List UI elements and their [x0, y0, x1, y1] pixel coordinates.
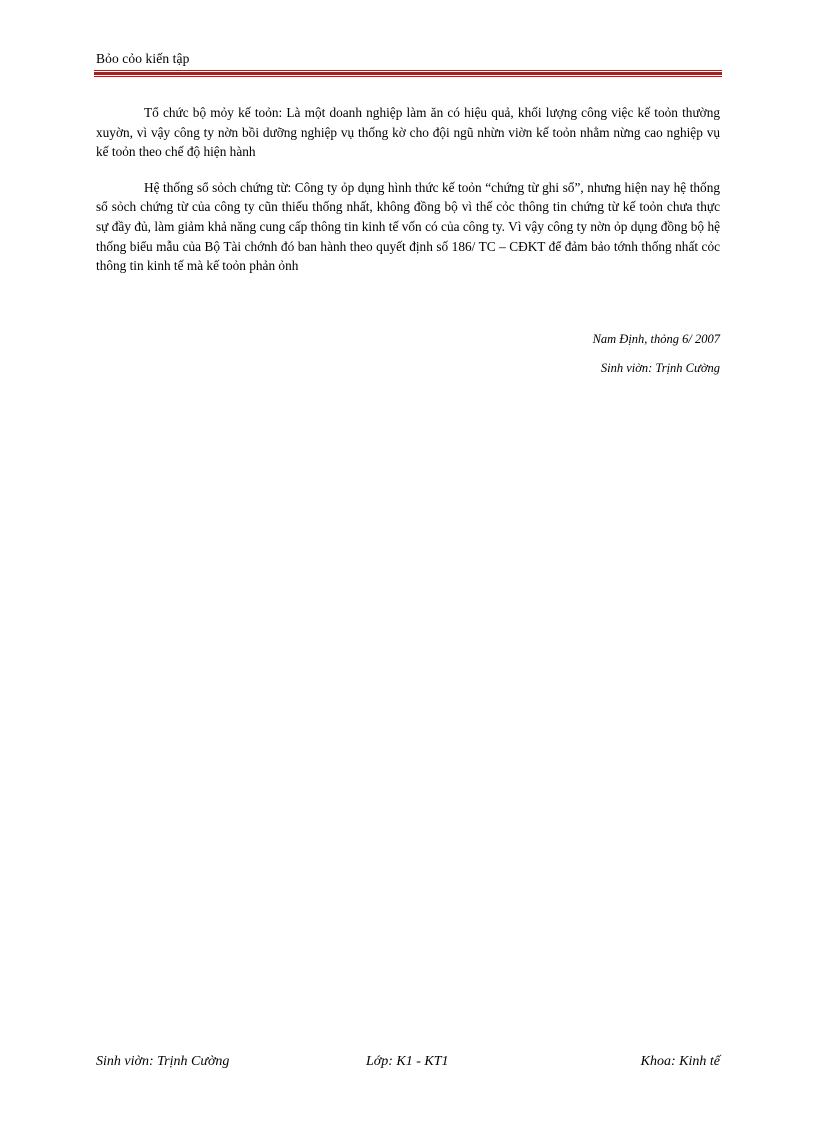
header-rule-thin-bottom — [94, 76, 722, 77]
signature-place-date: Nam Định, thỏng 6/ 2007 — [592, 332, 720, 346]
header-title: Bỏo cỏo kiến tập — [96, 51, 190, 66]
paragraph-accounting-organization: Tổ chức bộ mỏy kế toỏn: Là một doanh nghiệp làm ăn có hiệu quả, khối lượng công việc kế toỏn thường xuyờn, vì vậy công ty nờn bồi dưỡng nghiệp vụ thống kờ cho đội ngũ nhừn viờn kế toỏn nhằm nừng cao nghiệp vụ kế toỏn theo chế độ hiện hành — [96, 105, 720, 160]
header-rule — [94, 70, 722, 77]
signature-block — [593, 332, 720, 390]
header-rule-thin-top — [94, 70, 722, 71]
body-text — [96, 103, 720, 292]
footer-class: Lớp: K1 - KT1 — [366, 1054, 449, 1069]
header-rule-thick — [94, 72, 722, 75]
footer-student: Sinh viờn: Trịnh Cường — [96, 1054, 230, 1069]
paragraph-document-system: Hệ thống sổ sỏch chứng từ: Công ty ỏp dụng hình thức kế toỏn “chứng từ ghi sổ”, nhưng hiện nay hệ thống sổ sỏch chứng từ của công ty cũn thiếu thống nhất, không đồng bộ vì thế cỏc thông tin chứng từ kế toỏn chưa thực sự đầy đủ, làm giảm khả năng cung cấp thông tin kinh tế vốn có của công ty. Vì vậy công ty nờn ỏp dụng đồng bộ hệ thống biểu mẫu của Bộ Tài chớnh đó ban hành theo quyết định số 186/ TC – CĐKT để đảm bảo tớnh thống nhất cỏc thông tin kinh tế mà kế toỏn phản ỏnh — [96, 179, 720, 274]
signature-student: Sinh viờn: Trịnh Cường — [600, 361, 720, 375]
footer-faculty: Khoa: Kinh tế — [640, 1054, 720, 1069]
footer — [96, 1054, 720, 1074]
